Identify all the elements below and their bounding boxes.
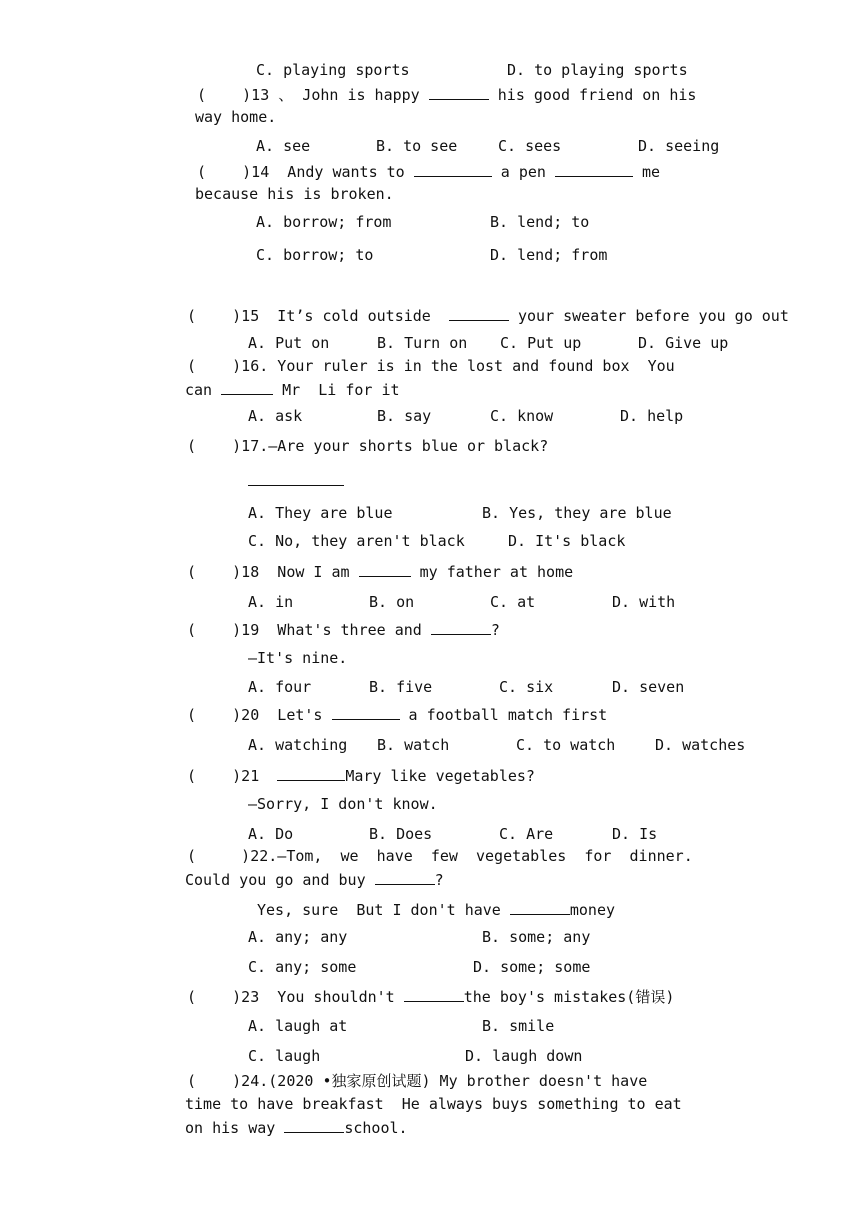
q22-answer-blank-2 [510,900,570,915]
q13-option-b: B. to see [376,137,458,155]
q16-option-b: B. say [377,407,432,425]
q13-option-d: D. seeing [638,137,720,155]
q22-option-a: A. any; any [248,928,348,946]
q23-stem-text: ( )23 You shouldn't [187,988,395,1006]
q24-stem-line2: time to have breakfast He always buys something to eat [185,1095,682,1113]
q18-stem-tail: my father at home [419,563,574,581]
q12-option-d: D. to playing sports [507,61,688,79]
q13-stem-tail: his good friend on his [497,86,697,104]
q13-stem-line2: way home. [195,108,277,126]
q17-answer-line [248,485,344,486]
q17-stem: ( )17.—Are your shorts blue or black? [187,437,549,455]
q15-option-b: B. Turn on [377,334,468,352]
q18-option-d: D. with [612,593,676,611]
q22-option-d: D. some; some [473,958,591,976]
q18-answer-blank [359,562,411,577]
q15-stem-tail: your sweater before you go out [517,307,789,325]
q19-stem-tail: ? [490,621,500,639]
q14-option-b: B. lend; to [490,213,590,231]
q19-stem [187,620,500,639]
q18-option-c: C. at [490,593,536,611]
q21-stem-tail: Mary like vegetables? [345,767,535,785]
q15-answer-blank [449,306,509,321]
q19-option-a: A. four [248,678,312,696]
q18-stem [187,562,573,581]
q16-stem-line2-head: can [185,381,213,399]
q17-option-a: A. They are blue [248,504,393,522]
q23-stem [187,987,674,1006]
q22-stem-line2-head: Could you go and buy [185,871,366,889]
q22-reply [257,900,615,919]
q15-option-c: C. Put up [500,334,582,352]
q22-reply-tail: money [569,901,616,919]
q20-option-b: B. watch [377,736,450,754]
q14-stem-end: me [642,163,661,181]
q19-answer-blank [431,620,491,635]
q16-option-a: A. ask [248,407,303,425]
q21-reply: —Sorry, I don't know. [248,795,438,813]
q17-option-b: B. Yes, they are blue [482,504,672,522]
q19-option-b: B. five [369,678,433,696]
q14-stem-mid: a pen [500,163,546,181]
q24-stem-line3-head: on his way [185,1119,276,1137]
q22-stem-line2-tail: ? [434,871,444,889]
q23-answer-blank [404,987,464,1002]
q14-option-d: D. lend; from [490,246,608,264]
q21-stem-text: ( )21 [187,767,260,785]
q14-option-a: A. borrow; from [256,213,392,231]
q18-stem-text: ( )18 Now I am [187,563,350,581]
q22-stem: ( )22.—Tom, we have few vegetables for dinner. [187,847,693,865]
q16-stem-line2 [185,380,400,399]
q14-answer-blank-2 [555,162,633,177]
q23-option-c: C. laugh [248,1047,321,1065]
q22-option-b: B. some; any [482,928,591,946]
q18-option-a: A. in [248,593,294,611]
q20-option-c: C. to watch [516,736,616,754]
q16-option-c: C. know [490,407,554,425]
q17-option-c: C. No, they aren't black [248,532,465,550]
q22-option-c: C. any; some [248,958,357,976]
q22-reply-head: Yes, sure But I don't have [257,901,501,919]
q13-option-c: C. sees [498,137,562,155]
q23-stem-tail: the boy's mistakes(错误) [463,988,675,1006]
q21-option-b: B. Does [369,825,433,843]
q15-option-d: D. Give up [638,334,729,352]
q16-stem-line2-tail: Mr Li for it [282,381,400,399]
q23-option-d: D. laugh down [465,1047,583,1065]
q23-option-a: A. laugh at [248,1017,348,1035]
q24-stem: ( )24.(2020 •独家原创试题) My brother doesn't have [187,1072,648,1090]
q22-answer-blank-1 [375,870,435,885]
q13-answer-blank [429,85,489,100]
q20-stem [187,705,607,724]
q24-stem-line3-tail: school. [344,1119,408,1137]
q13-stem [197,85,696,104]
q19-reply: —It's nine. [248,649,348,667]
q24-answer-blank [284,1118,344,1133]
q20-stem-text: ( )20 Let's [187,706,323,724]
q21-option-d: D. Is [612,825,658,843]
q20-answer-blank [332,705,400,720]
q18-option-b: B. on [369,593,415,611]
q21-stem [187,766,535,785]
q14-option-c: C. borrow; to [256,246,374,264]
q20-stem-tail: a football match first [408,706,608,724]
q13-stem-text: ( )13 、 John is happy [197,86,420,104]
q24-stem-line3 [185,1118,408,1137]
q15-option-a: A. Put on [248,334,330,352]
q21-answer-blank [277,766,345,781]
q16-option-d: D. help [620,407,684,425]
q19-stem-text: ( )19 What's three and [187,621,422,639]
q14-stem-line2: because his is broken. [195,185,394,203]
q14-answer-blank-1 [414,162,492,177]
q19-option-c: C. six [499,678,554,696]
q23-option-b: B. smile [482,1017,555,1035]
q12-option-c: C. playing sports [256,61,410,79]
q21-option-c: C. Are [499,825,554,843]
q14-stem-text: ( )14 Andy wants to [197,163,405,181]
q16-answer-blank [221,380,273,395]
q16-stem: ( )16. Your ruler is in the lost and found box You [187,357,675,375]
q19-option-d: D. seven [612,678,685,696]
q21-option-a: A. Do [248,825,294,843]
q14-stem [197,162,660,181]
q15-stem [187,306,789,325]
q22-stem-line2 [185,870,444,889]
q15-stem-text: ( )15 It’s cold outside [187,307,431,325]
q17-option-d: D. It's black [508,532,626,550]
q13-option-a: A. see [256,137,311,155]
q20-option-a: A. watching [248,736,348,754]
q20-option-d: D. watches [655,736,746,754]
